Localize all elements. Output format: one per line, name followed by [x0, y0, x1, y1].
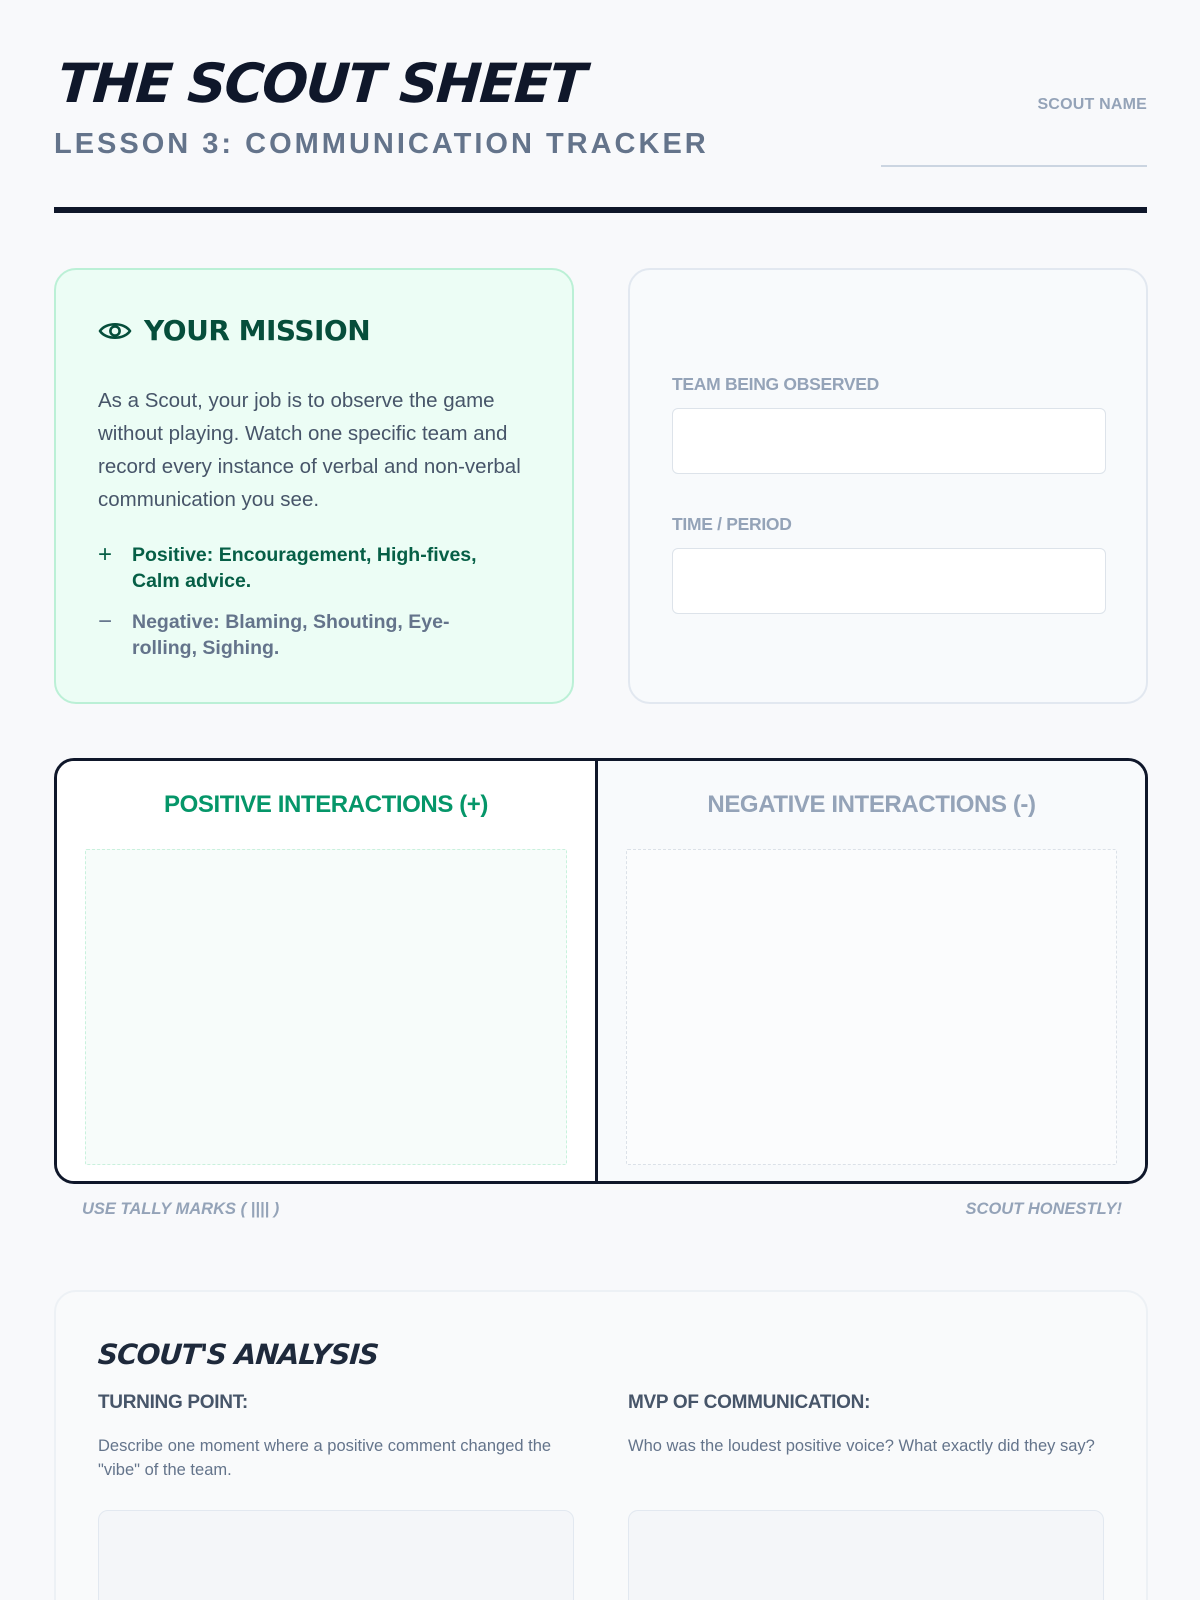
positive-header: POSITIVE INTERACTIONS (+) — [163, 791, 489, 818]
team-label: TEAM BEING OBSERVED — [672, 374, 879, 394]
page-header — [54, 52, 1147, 212]
mvp-label: MVP OF COMMUNICATION: — [628, 1392, 871, 1413]
time-field[interactable] — [672, 548, 1106, 614]
mission-title: YOUR MISSION — [144, 314, 371, 347]
observation-info-card — [628, 268, 1148, 704]
scout-name-label: SCOUT NAME — [1037, 96, 1147, 113]
header-divider — [54, 207, 1147, 213]
negative-column — [598, 761, 1145, 1181]
mission-heading — [98, 314, 370, 347]
mission-card — [54, 268, 574, 704]
tally-board — [54, 758, 1148, 1184]
negative-header: NEGATIVE INTERACTIONS (-) — [707, 791, 1036, 818]
negative-bullet-text: Negative: Blaming, Shouting, Eye-rolling, Sighing. — [132, 611, 450, 659]
turning-point-answer[interactable] — [98, 1510, 574, 1600]
scout-name-field[interactable] — [881, 165, 1147, 167]
tally-instruction: USE TALLY MARKS ( |||| ) — [82, 1200, 280, 1218]
turning-point-label: TURNING POINT: — [98, 1392, 248, 1413]
mvp-description: Who was the loudest positive voice? What exactly did they say? — [628, 1437, 1095, 1455]
mission-description: As a Scout, your job is to observe the game without playing. Watch one specific team and record every instance of verbal and non-verbal communication you see. — [98, 389, 521, 511]
negative-tally-area[interactable] — [626, 849, 1117, 1165]
analysis-card — [54, 1290, 1148, 1600]
page-subtitle: LESSON 3: COMMUNICATION TRACKER — [54, 128, 709, 160]
negative-bullet — [98, 609, 502, 661]
positive-bullet-text: Positive: Encouragement, High-fives, Calm advice. — [132, 544, 477, 592]
analysis-title: SCOUT'S ANALYSIS — [96, 1338, 380, 1371]
minus-icon: − — [98, 608, 113, 635]
scout-honestly-note: SCOUT HONESTLY! — [965, 1200, 1122, 1218]
team-field[interactable] — [672, 408, 1106, 474]
time-label: TIME / PERIOD — [672, 514, 792, 534]
positive-bullet — [98, 542, 502, 594]
positive-tally-area[interactable] — [85, 849, 567, 1165]
page-title: THE SCOUT SHEET — [55, 52, 587, 115]
positive-column — [57, 761, 598, 1181]
turning-point-description: Describe one moment where a positive comment changed the "vibe" of the team. — [98, 1437, 552, 1479]
eye-icon — [98, 317, 132, 345]
mvp-answer[interactable] — [628, 1510, 1104, 1600]
plus-icon: + — [98, 541, 113, 568]
